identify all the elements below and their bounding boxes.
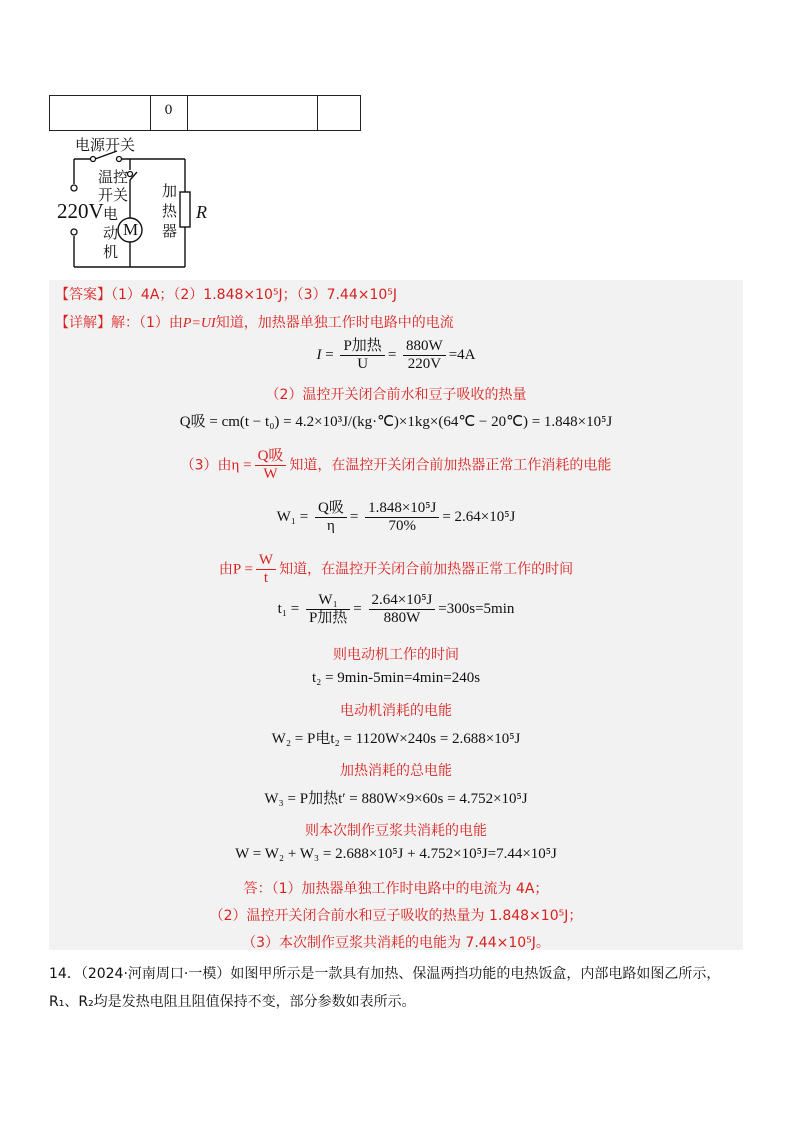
heater-label-b: 热 <box>162 202 178 220</box>
eq4-frac <box>306 592 350 627</box>
step3-formula-lhs: η = <box>231 457 252 474</box>
equation-7: W₃ = P加热t′ = 880W×9×60s = 4.752×10⁵J <box>264 791 528 807</box>
heater-label-a: 加 <box>162 182 178 200</box>
table-cell-1 <box>50 96 151 130</box>
equation-5: t₂ = 9min-5min=4min=240s <box>311 670 481 686</box>
eq3-result: = 2.64×10⁵J <box>442 508 516 525</box>
step-7: 加热消耗的总电能 <box>340 763 452 779</box>
step3-num: Q吸 <box>255 448 287 466</box>
step-6: 电动机消耗的电能 <box>340 703 452 719</box>
voltage-label: 220V <box>57 199 104 223</box>
question-14-line-1: 14．（2024·河南周口·一模）如图甲所示是一款具有加热、保温两挡功能的电热饭盒，内部电路如图乙所示， <box>49 966 721 982</box>
eq4-num: W₁ <box>306 592 350 610</box>
eq1-frac2 <box>403 338 446 373</box>
eq1-num: P加热 <box>340 338 384 356</box>
eq1-num2: 880W <box>403 338 446 356</box>
question-14 <box>49 960 749 1016</box>
eq3-frac <box>315 500 347 535</box>
step3-a: （3）由 <box>180 457 232 474</box>
step3-frac <box>255 448 287 483</box>
question-14-line-2: R₁、R₂均是发热电阻且阻值保持不变，部分参数如表所示。 <box>49 994 416 1010</box>
step-3 <box>49 448 743 483</box>
eq4-den: P加热 <box>308 610 348 626</box>
conclusion-1: 答：（1）加热器单独工作时电路中的电流为 4A； <box>243 881 549 897</box>
step4-den: t <box>263 570 269 586</box>
answer-text: （1）4A；（2）1.848×10⁵J；（3）7.44×10⁵J <box>111 287 398 303</box>
eq3-lhs: W₁ = <box>276 508 309 525</box>
eq3-num: Q吸 <box>315 500 347 518</box>
motor-label-c: 机 <box>103 243 119 261</box>
step4-formula-lhs: P = <box>232 561 253 578</box>
step-4 <box>49 552 743 587</box>
step4-num: W <box>256 552 276 570</box>
step4-a: 由 <box>218 561 233 578</box>
eq1-den: U <box>357 356 369 372</box>
equation-3: W₁ = $\frac{\text{Q吸}}{\eta}$ = $\frac{\text{1.848×10⁵J}}{70\%}$ = 2.64×10⁵J <box>276 500 516 534</box>
eq3-num2: 1.848×10⁵J <box>365 500 439 518</box>
step-8: 则本次制作豆浆共消耗的电能 <box>305 823 487 839</box>
answer-line <box>55 284 397 304</box>
eq4-result: =300s=5min <box>438 600 515 617</box>
conclusion-3: （3）本次制作豆浆共消耗的电能为 7.44×10⁵J。 <box>242 935 550 951</box>
detail-intro-b: 知道，加热器单独工作时电路中的电流 <box>215 315 454 331</box>
equation-8: W = W₂ + W₃ = 2.688×10⁵J + 4.752×10⁵J=7.44×10⁵J <box>235 846 557 862</box>
heater-label-c: 器 <box>162 222 178 240</box>
equation-1: I = $\frac{\text{P加热}}{U}$ = $\frac{880W}{220V}$ =4A <box>316 338 476 372</box>
eq1-den2: 220V <box>407 356 442 372</box>
detail-intro-formula: P=UI <box>182 316 216 331</box>
param-table-fragment <box>49 95 361 131</box>
equation-2: Q吸 = cm(t − t₀) = 4.2×10³J/(kg·℃)×1kg×(64℃ − 20℃) = 1.848×10⁵J <box>179 414 613 430</box>
eq3-den: η <box>326 518 335 534</box>
eq1-result: =4A <box>448 346 476 363</box>
eq1-lhs: I <box>316 346 322 363</box>
step4-frac <box>256 552 276 587</box>
equation-6: W₂ = P电t₂ = 1120W×240s = 2.688×10⁵J <box>271 731 521 747</box>
eq4-den2: 880W <box>383 610 421 626</box>
eq4-num2: 2.64×10⁵J <box>369 592 436 610</box>
conclusion-2: （2）温控开关闭合前水和豆子吸收的热量为 1.848×10⁵J； <box>209 908 583 924</box>
step4-b: 知道，在温控开关闭合前加热器正常工作的时间 <box>279 561 574 578</box>
eq1-frac <box>340 338 384 373</box>
motor-symbol: M <box>123 220 139 239</box>
detail-intro <box>55 312 454 332</box>
resistor-label: R <box>196 202 207 222</box>
eq4-lhs: t₁ = <box>277 600 300 617</box>
table-cell-4 <box>317 96 360 130</box>
equation-4: t₁ = $\frac{\text{W₁}}{\text{P加热}}$ = $\frac{\text{2.64×10⁵J}}{880W}$ =300s=5min <box>277 592 515 626</box>
eq4-frac2 <box>369 592 436 627</box>
motor-label-b: 动 <box>103 224 119 242</box>
step3-b: 知道，在温控开关闭合前加热器正常工作消耗的电能 <box>289 457 612 474</box>
temp-switch-label-a: 温控 <box>98 168 129 186</box>
detail-tag: 【详解】 <box>55 315 111 331</box>
power-switch-label: 电源开关 <box>75 136 136 154</box>
motor-label-a: 电 <box>103 205 119 223</box>
step-5: 则电动机工作的时间 <box>333 647 459 663</box>
eq3-frac2 <box>365 500 439 535</box>
eq3-den2: 70% <box>388 518 416 534</box>
table-cell-2: 0 <box>150 96 188 130</box>
step3-den: W <box>263 466 278 482</box>
answer-tag: 【答案】 <box>55 287 111 303</box>
temp-switch-label-b: 开关 <box>98 186 129 204</box>
table-cell-3 <box>187 96 318 130</box>
detail-intro-a: 解：（1）由 <box>111 315 183 331</box>
step-2: （2）温控开关闭合前水和豆子吸收的热量 <box>265 387 527 403</box>
